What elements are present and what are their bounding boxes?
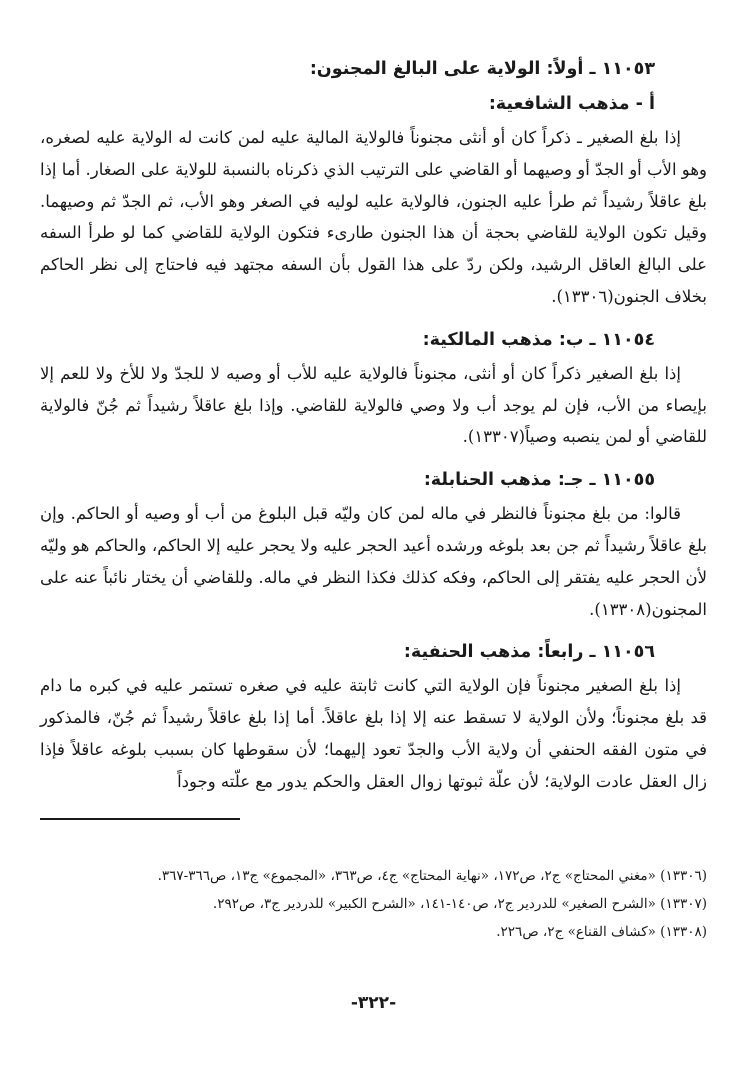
section-heading: ١١٠٥٣ ـ أولاً: الولاية على البالغ المجنون: bbox=[309, 59, 655, 79]
footnote: (١٣٣٠٦) «مغني المحتاج» ج٢، ص١٧٢، «نهاية المحتاج» ج٤، ص٣٦٣، «المجموع» ج١٣، ص٣٦٦-٣٦٧. bbox=[157, 868, 707, 884]
paragraph: إذا بلغ الصغير ذكراً كان أو أنثى، مجنوناً فالولاية عليه للأب أو وصيه لا للجدّ ولا للأخ ولا للعم إلا بإيصاء من الأب، فإن لم يوجد أب ولا وصي فالولاية للقاضي. وإذا بلغ عاقلاً رشيداً ثم جُنّ فالولاية للقاضي أو لمن ينصبه وصياً(١٣٣٠٧). bbox=[40, 363, 707, 447]
section-heading: ١١٠٥٥ ـ جـ: مذهب الحنابلة: bbox=[423, 470, 655, 491]
footnote: (١٣٣٠٨) «كشاف القناع» ج٢، ص٢٢٦. bbox=[496, 924, 707, 940]
subsection-heading: أ - مذهب الشافعية: bbox=[488, 94, 655, 114]
paragraph: قالوا: من بلغ مجنوناً فالنظر في ماله لمن كان وليّه قبل البلوغ من أب أو وصيه أو الحاكم. وإن بلغ عاقلاً رشيداً ثم جن بعد بلوغه ورشده أعيد الحجر عليه ولا يحجر عليه إلا الحاكم، والحاكم هو وليّه لأن الحجر عليه يفتقر إلى الحاكم، وفكه كذلك فكذا النظر في ماله. وللقاضي أن يختار نائباً عنه على المجنون(١٣٣٠٨). bbox=[40, 504, 707, 619]
main-text bbox=[40, 52, 707, 798]
footnote: (١٣٣٠٧) «الشرح الصغير» للدردير ج٢، ص١٤٠-١٤١، «الشرح الكبير» للدردير ج٣، ص٢٩٢. bbox=[212, 896, 707, 912]
paragraph: إذا بلغ الصغير مجنوناً فإن الولاية التي كانت ثابتة عليه في صغره تستمر عليه في كبره ما دام قد بلغ مجنوناً؛ ولأن الولاية لا تسقط عنه إلا إذا بلغ عاقلاً. أما إذا بلغ عاقلاً رشيداً ثم جُنّ، فالمذكور في متون الفقه الحنفي أن ولاية الأب والجدّ تعود إليهما؛ لأن سقوطها كان بسبب بلوغه عاقلاً فإذا زال العقل عادت الولاية؛ لأن علّة ثبوتها زوال العقل والحكم يدور مع علّته وجوداً bbox=[40, 676, 707, 791]
paragraph: إذا بلغ الصغير ـ ذكراً كان أو أنثى مجنوناً فالولاية المالية عليه لمن كانت له الولاية عليه لصغره، وهو الأب أو الجدّ أو وصيهما أو القاضي على الترتيب الذي ذكرناه بالنسبة للولاية على الصغار. أما إذا بلغ عاقلاً رشيداً ثم طرأ عليه الجنون، فالولاية عليه لوليه في الصغر وهو الأب، ثم الجدّ ثم وصيهما. وقيل تكون الولاية للقاضي بحجة أن هذا الجنون طارىء فتكون الولاية للقاضي كما لو طرأ السفه على البالغ العاقل الرشيد، ولكن ردّ على هذا القول بأن السفه مجتهد فيه فاحتاج إلى نظر الحاكم بخلاف الجنون(١٣٣٠٦). bbox=[40, 128, 707, 306]
page-number: -٣٢٢- bbox=[350, 993, 397, 1013]
footnote-divider bbox=[40, 818, 240, 820]
footnotes bbox=[40, 862, 707, 946]
section-heading: ١١٠٥٤ ـ ب: مذهب المالكية: bbox=[422, 329, 655, 350]
section-heading: ١١٠٥٦ ـ رابعاً: مذهب الحنفية: bbox=[403, 642, 655, 663]
